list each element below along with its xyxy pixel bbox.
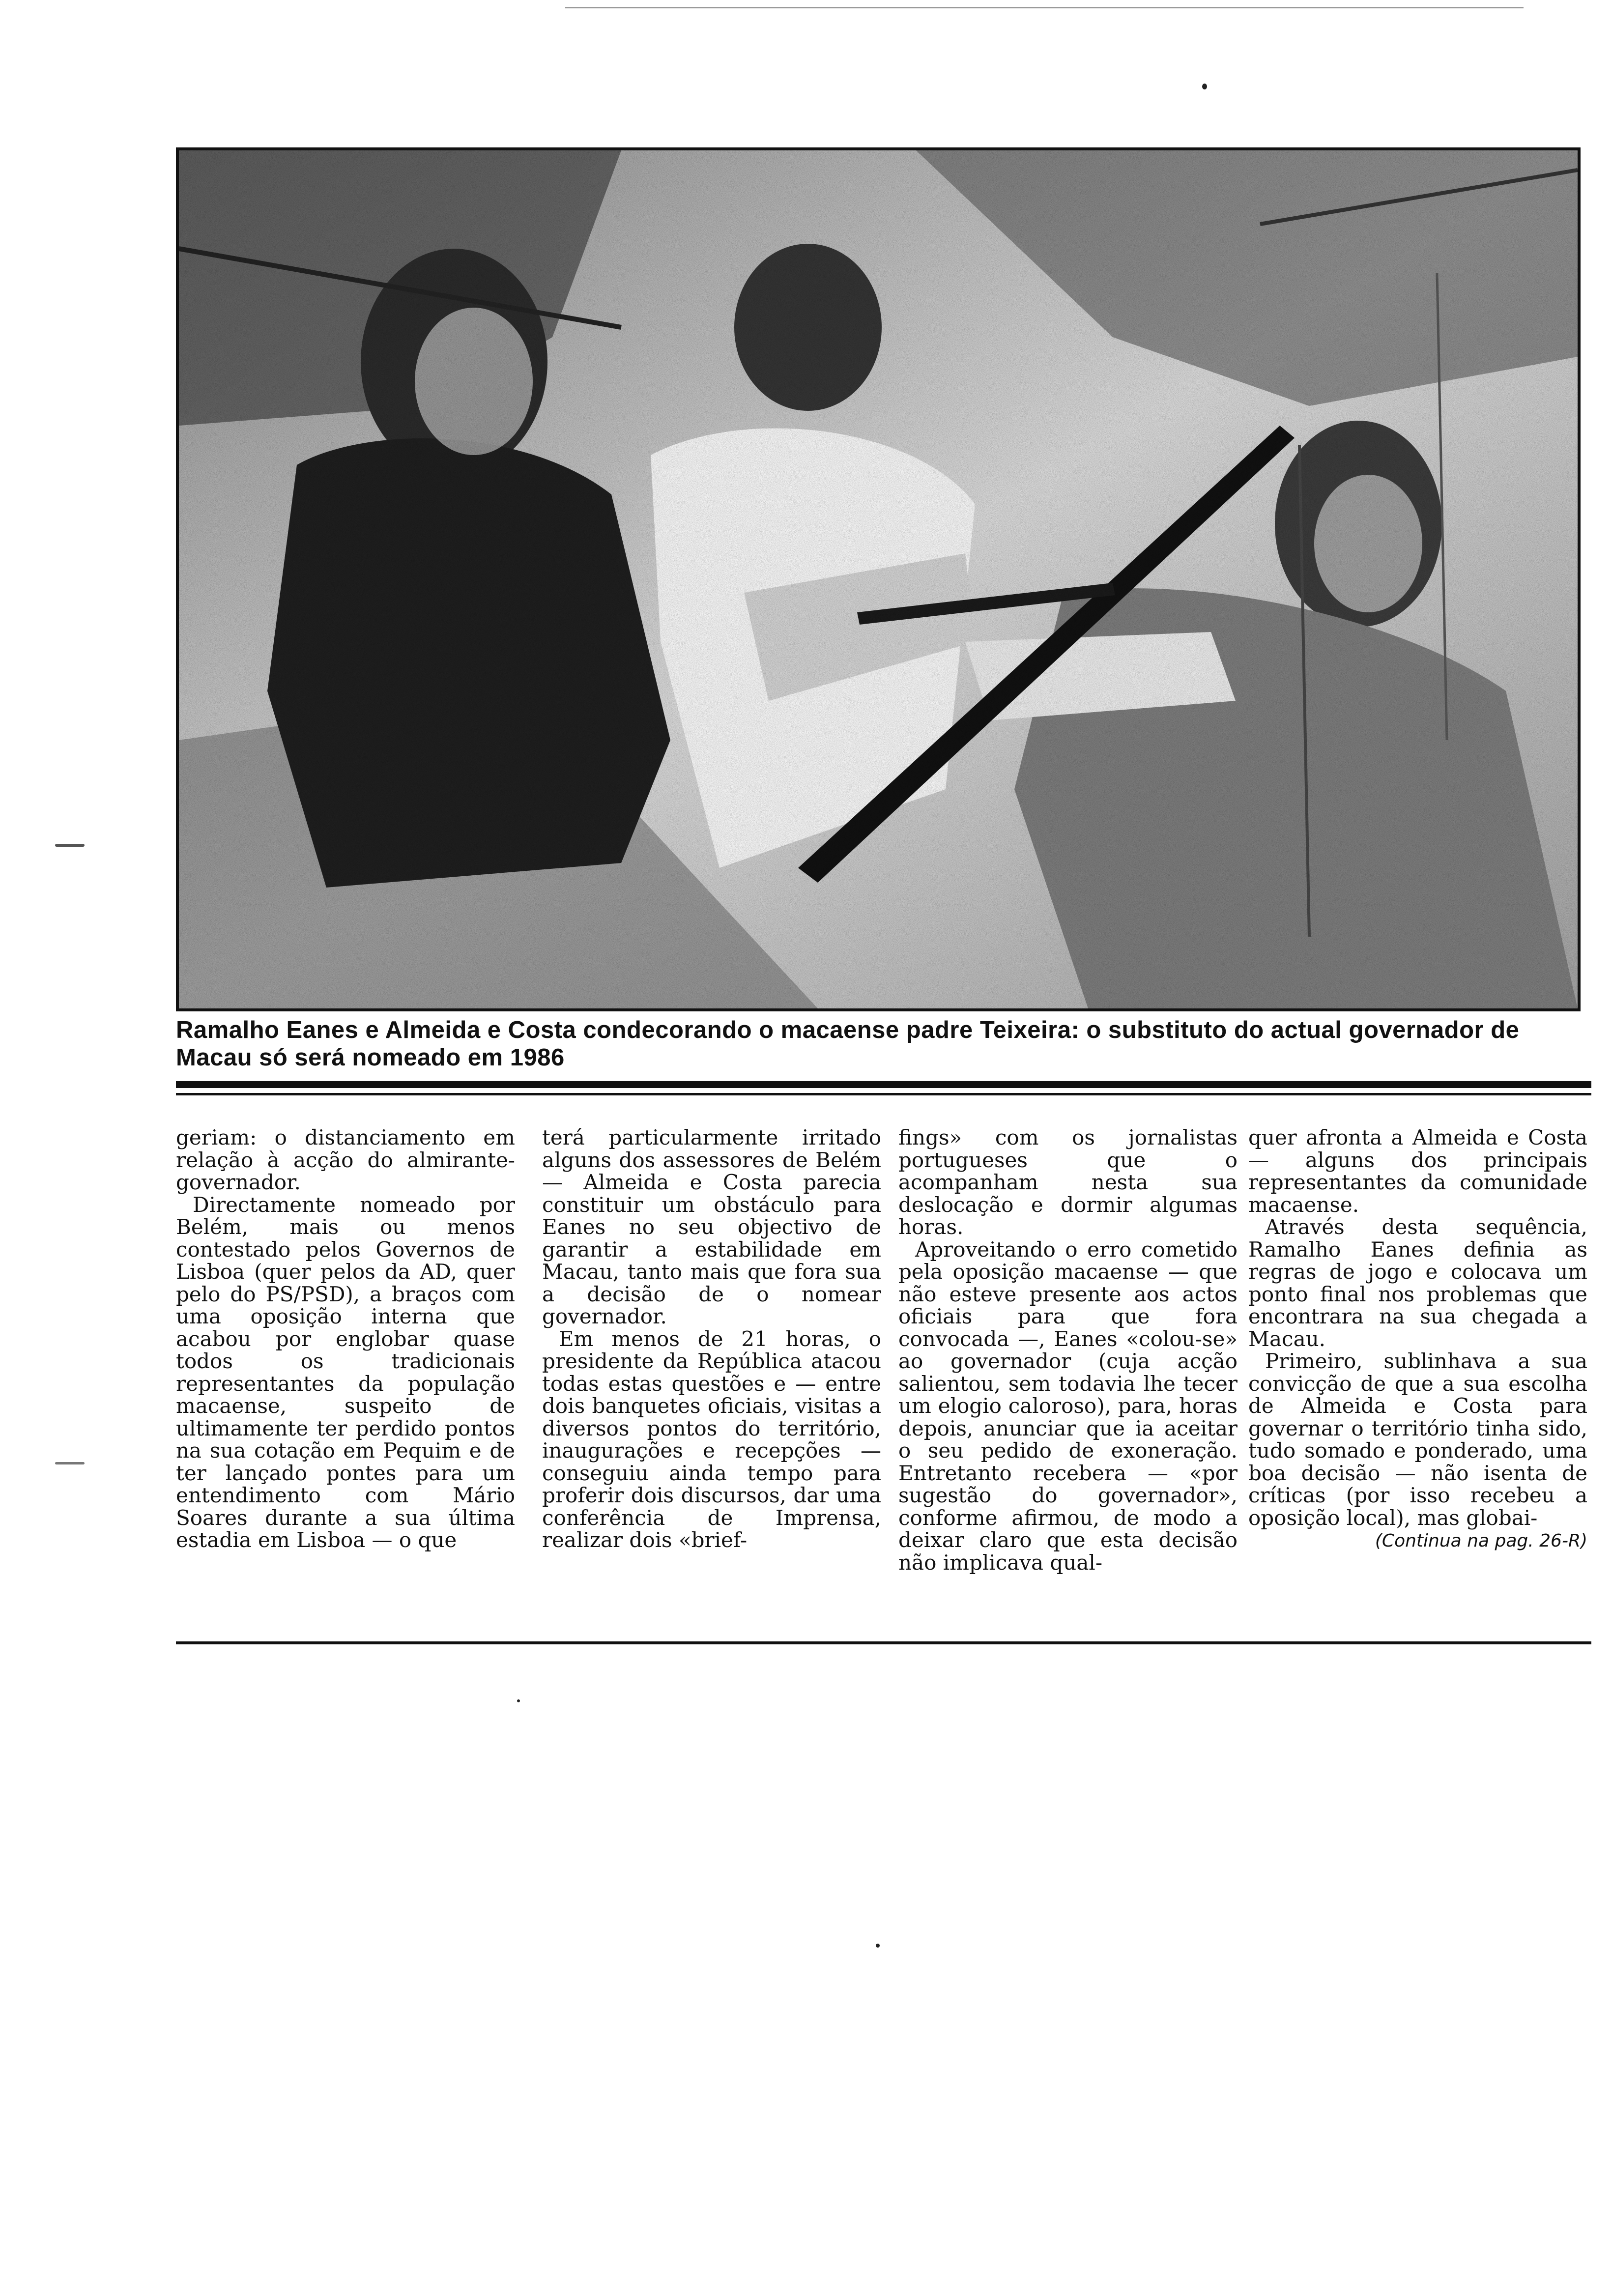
paragraph: quer afronta a Almeida e Costa — alguns dos principais representantes da comunidade macaense.: [1248, 1125, 1587, 1217]
paragraph: terá particularmente irritado alguns dos assessores de Belém — Almeida e Costa parecia constituir um obstáculo para Eanes no seu objectivo de garantir a estabilidade em Macau, tanto mais que fora sua a decisão de o nomear governador.: [542, 1125, 881, 1328]
scan-speck: [55, 1462, 85, 1464]
paragraph: Através desta sequência, Ramalho Eanes definia as regras de jogo e colocava um ponto final nos problemas que encontrara na sua chegada a Macau.: [1248, 1215, 1587, 1351]
paragraph: geriam: o distanciamento em relação à acção do almirante-governador.: [176, 1125, 515, 1194]
article-body: [176, 1126, 1591, 1642]
press-photo: [176, 147, 1581, 1011]
paragraph: Primeiro, sublinhava a sua convicção de que a sua escolha de Almeida e Costa para governar o território tinha sido, tudo somado e ponderado, uma boa decisão — não isenta de críticas (por isso recebeu a oposição local), mas globai-: [1248, 1349, 1587, 1530]
caption-rule-thick: [176, 1081, 1591, 1088]
caption-rule-thin: [176, 1093, 1591, 1095]
scan-speck: [517, 1699, 520, 1702]
article-column-4: [1248, 1126, 1587, 1552]
article-bottom-rule: [176, 1641, 1591, 1644]
scan-top-rule: [565, 7, 1524, 8]
article-column-3: [898, 1126, 1238, 1574]
scan-speck: [1202, 84, 1207, 89]
paragraph: Em menos de 21 horas, o presidente da República atacou todas estas questões e — entre dois banquetes oficiais, visitas a diversos pontos do território, inaugurações e recepções — conseguiu ainda tempo para proferir dois discursos, dar uma conferência de Imprensa, realizar dois «brief-: [542, 1326, 881, 1552]
article-column-1: [176, 1126, 515, 1551]
paragraph: fings» com os jornalistas portugueses que o acompanham nesta sua deslocação e dormir algumas horas.: [898, 1125, 1238, 1239]
scan-speck: [55, 844, 85, 847]
photo-caption: Ramalho Eanes e Almeida e Costa condecorando o macaense padre Teixeira: o substituto do actual governador de Macau só será nomeado em 1986: [176, 1017, 1520, 1071]
paragraph: Directamente nomeado por Belém, mais ou menos contestado pelos Governos de Lisboa (quer pelos da AD, quer pelo do PS/PSD), a braços com uma oposição interna que acabou por englobar quase todos os tradicionais representantes da população macaense, suspeito de ultimamente ter perdido pontos na sua cotação em Pequim e de ter lançado pontes para um entendimento com Mário Soares durante a sua última estadia em Lisboa — o que: [176, 1192, 515, 1552]
paragraph: Aproveitando o erro cometido pela oposição macaense — que não esteve presente aos actos oficiais para que fora convocada —, Eanes «colou-se» ao governador (cuja acção salientou, sem todavia lhe tecer um elogio caloroso), para, horas depois, anunciar que ia aceitar o seu pedido de exoneração. Entretanto recebera — «por sugestão do governador», conforme afirmou, de modo a deixar claro que esta decisão não implicava qual-: [898, 1237, 1238, 1575]
article-column-2: [542, 1126, 881, 1551]
scan-speck: [876, 1944, 880, 1948]
continuation-note: (Continua na pag. 26-R): [1375, 1531, 1587, 1551]
